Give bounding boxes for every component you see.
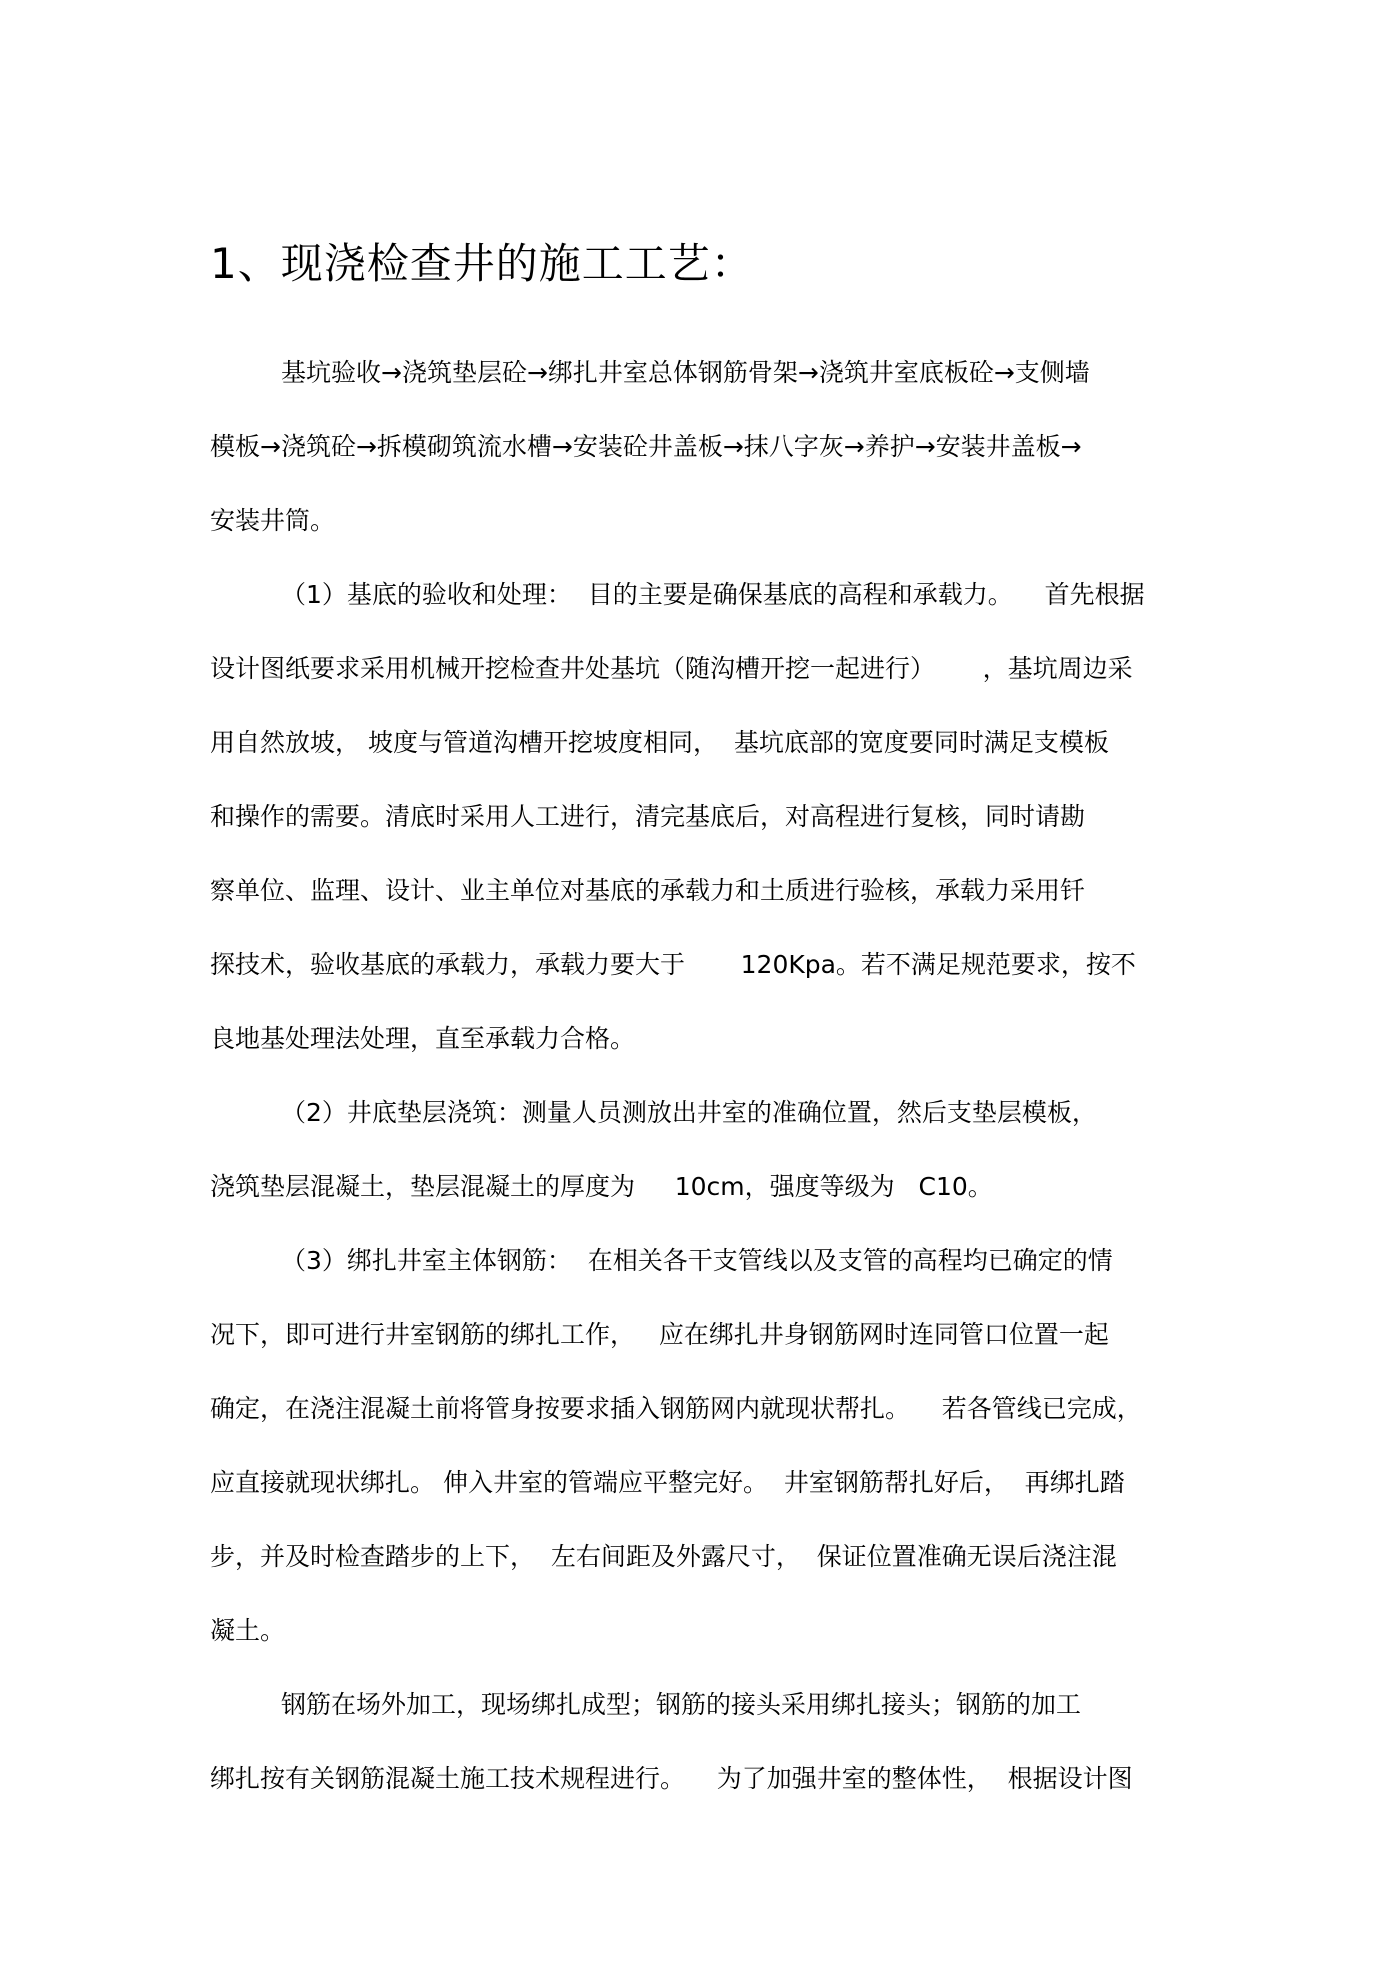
paragraph-line: 安装井筒。 [210, 506, 336, 535]
paragraph-line: 探技术，验收基底的承载力，承载力要大于 120Kpa。若不满足规范要求，按不 [210, 950, 1136, 979]
paragraph-line: （3）绑扎井室主体钢筋： 在相关各干支管线以及支管的高程均已确定的情 [281, 1246, 1113, 1275]
paragraph-line: （2）井底垫层浇筑：测量人员测放出井室的准确位置，然后支垫层模板， [281, 1098, 1097, 1127]
section-heading: 1、现浇检查井的施工工艺： [210, 239, 754, 288]
paragraph-line: 步，并及时检查踏步的上下， 左右间距及外露尺寸， 保证位置准确无误后浇注混 [210, 1542, 1117, 1571]
paragraph-line: （1）基底的验收和处理： 目的主要是确保基底的高程和承载力。 首先根据 [281, 580, 1145, 609]
paragraph-line: 模板→浇筑砼→拆模砌筑流水槽→安装砼井盖板→抹八字灰→养护→安装井盖板→ [210, 432, 1082, 461]
paragraph-line: 绑扎按有关钢筋混凝土施工技术规程进行。 为了加强井室的整体性， 根据设计图 [210, 1764, 1133, 1793]
paragraph-line: 用自然放坡， 坡度与管道沟槽开挖坡度相同， 基坑底部的宽度要同时满足支模板 [210, 728, 1109, 757]
paragraph-line: 钢筋在场外加工，现场绑扎成型；钢筋的接头采用绑扎接头；钢筋的加工 [281, 1690, 1082, 1719]
paragraph-line: 良地基处理法处理，直至承载力合格。 [210, 1024, 636, 1053]
paragraph-line: 和操作的需要。清底时采用人工进行，清完基底后，对高程进行复核，同时请勘 [210, 802, 1086, 831]
paragraph-line: 况下，即可进行井室钢筋的绑扎工作， 应在绑扎井身钢筋网时连同管口位置一起 [210, 1320, 1109, 1349]
paragraph-line: 应直接就现状绑扎。 伸入井室的管端应平整完好。 井室钢筋帮扎好后， 再绑扎踏 [210, 1468, 1125, 1497]
paragraph-line: 基坑验收→浇筑垫层砼→绑扎井室总体钢筋骨架→浇筑井室底板砼→支侧墙 [281, 358, 1090, 387]
paragraph-line: 浇筑垫层混凝土，垫层混凝土的厚度为 10cm，强度等级为 C10。 [210, 1172, 993, 1201]
paragraph-line: 察单位、监理、设计、业主单位对基底的承载力和土质进行验核，承载力采用钎 [210, 876, 1086, 905]
paragraph-line: 确定，在浇注混凝土前将管身按要求插入钢筋网内就现状帮扎。 若各管线已完成， [210, 1394, 1142, 1423]
paragraph-line: 设计图纸要求采用机械开挖检查井处基坑（随沟槽开挖一起进行） ，基坑周边采 [210, 654, 1133, 683]
paragraph-line: 凝土。 [210, 1616, 286, 1645]
